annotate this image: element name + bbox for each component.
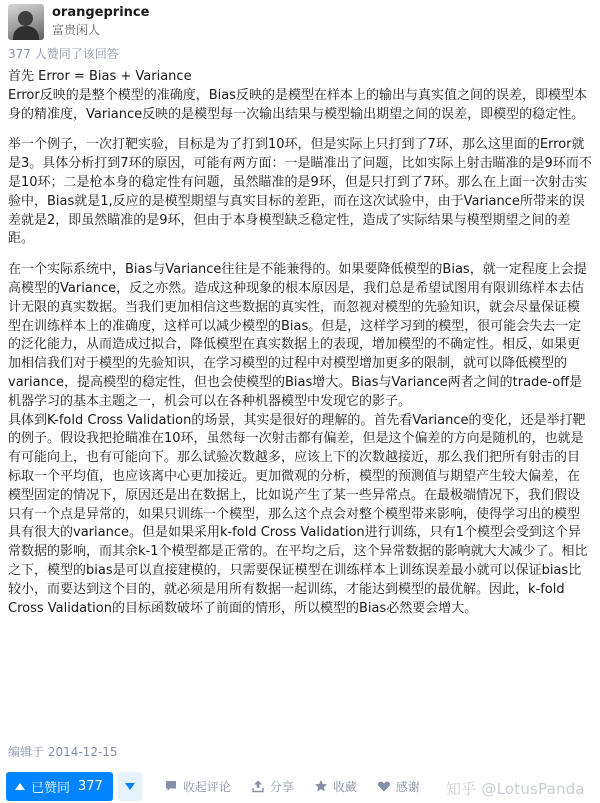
answer-paragraph: 首先 Error = Bias + Variance: [8, 69, 192, 84]
thanks-label: 感谢: [395, 779, 420, 794]
answer-content: [8, 68, 592, 618]
votes-count-text: 377 人赞同了该回答: [8, 47, 119, 61]
upvote-button[interactable]: [6, 772, 113, 801]
share-icon: [251, 779, 265, 793]
answer-paragraph: 举一个例子，一次打靶实验，目标是为了打到10环，但是实际上只打到了7环，那么这里面的Error就是3。具体分析打到7环的原因，可能有两方面：一是瞄准出了问题，比如实际上射击瞄准的是9环而不是10环；二是枪本身的稳定性有问题，虽然瞄准的是9环，但是只打到了7环。那么在上面一次射击实验中，Bias就是1,反应的是模型期望与真实目标的差距，而在这次试验中，由于Variance所带来的误差就是2，即虽然瞄准的是9环，但由于本身模型缺乏稳定性，造成了实际结果与模型期望之间的差距。: [8, 137, 592, 247]
collapse-comments-label: 收起评论: [182, 779, 231, 794]
share-button[interactable]: [251, 778, 294, 795]
author-info: [52, 4, 149, 38]
share-label: 分享: [269, 779, 294, 794]
downvote-button[interactable]: [118, 772, 142, 801]
answer-paragraph: 在一个实际系统中，Bias与Variance往往是不能兼得的。如果要降低模型的Bias，就一定程度上会提高模型的Variance，反之亦然。造成这种现象的根本原因是，我们总是希望试图用有限训练样本去估计无限的真实数据。当我们更加相信这些数据的真实性，而忽视对模型的先验知识，就会尽量保证模型在训练样本上的准确度，这样可以减少模型的Bias。但是，这样学习到的模型，很可能会失去一定的泛化能力，从而造成过拟合，降低模型在真实数据上的表现，增加模型的不确定性。相反，如果更加相信我们对于模型的先验知识，在学习模型的过程中对模型增加更多的限制，就可以降低模型的variance，提高模型的稳定性，但也会使模型的Bias增大。Bias与Variance两者之间的trade-off是机器学习的基本主题之一，机会可以在各种机器模型中发现它的影子。: [8, 262, 587, 409]
answer-paragraph: 具体到K-fold Cross Validation的场景，其实是很好的理解的。首先看Variance的变化，还是举打靶的例子。假设我把抢瞄准在10环，虽然每一次射击都有偏差，但是这个偏差的方向是随机的，也就是有可能向上，也有可能向下。那么试验次数越多，应该上下的次数越接近，那么我们把所有射击的目标取一个平均值，也应该离中心更加接近。更加微观的分析，模型的预测值与期望产生较大偏差，在模型固定的情况下，原因还是出在数据上，比如说产生了某一些异常点。在最极端情况下，我们假设只有一个点是异常的，如果只训练一个模型，那么这个点会对整个模型带来影响，使得学习出的模型具有很大的variance。但是如果采用k-fold Cross Validation进行训练，只有1个模型会受到这个异常数据的影响，而其余k-1个模型都是正常的。在平均之后，这个异常数据的影响就大大减少了。相比之下，模型的bias是可以直接建模的，只需要保证模型在训练样本上训练误差最小就可以保证bias比较小，而要达到这个目的，就必须是用所有数据一起训练，才能达到模型的最优解。因此，k-fold Cross Validation的目标函数破坏了前面的情形，所以模型的Bias必然要会增大。: [8, 412, 588, 616]
upvote-label: 已赞同: [31, 780, 71, 796]
caret-up-icon: [15, 783, 25, 790]
favorite-button[interactable]: [314, 778, 357, 795]
caret-down-icon: [125, 783, 135, 790]
collapse-comments-button[interactable]: [164, 778, 231, 795]
comment-icon: [164, 779, 178, 793]
watermark-text: 知乎 @LotusPanda: [446, 780, 585, 798]
favorite-label: 收藏: [332, 779, 357, 794]
answer-paragraph: Error反映的是整个模型的准确度，Bias反映的是模型在样本上的输出与真实值之间的误差，即模型本身的精准度，Variance反映的是模型每一次输出结果与模型输出期望之间的误差，即模型的稳定性。: [8, 87, 587, 122]
edited-time[interactable]: 编辑于 2014-12-15: [8, 745, 118, 759]
author-bio: 富贵闲人: [52, 23, 101, 37]
star-icon: [314, 779, 328, 793]
heart-icon: [377, 779, 391, 793]
upvote-count: 377: [78, 778, 103, 794]
author-name[interactable]: orangeprince: [52, 5, 150, 20]
action-bar: [6, 771, 420, 801]
author-header: [8, 4, 149, 40]
avatar[interactable]: [8, 4, 44, 40]
thanks-button[interactable]: [377, 778, 420, 795]
